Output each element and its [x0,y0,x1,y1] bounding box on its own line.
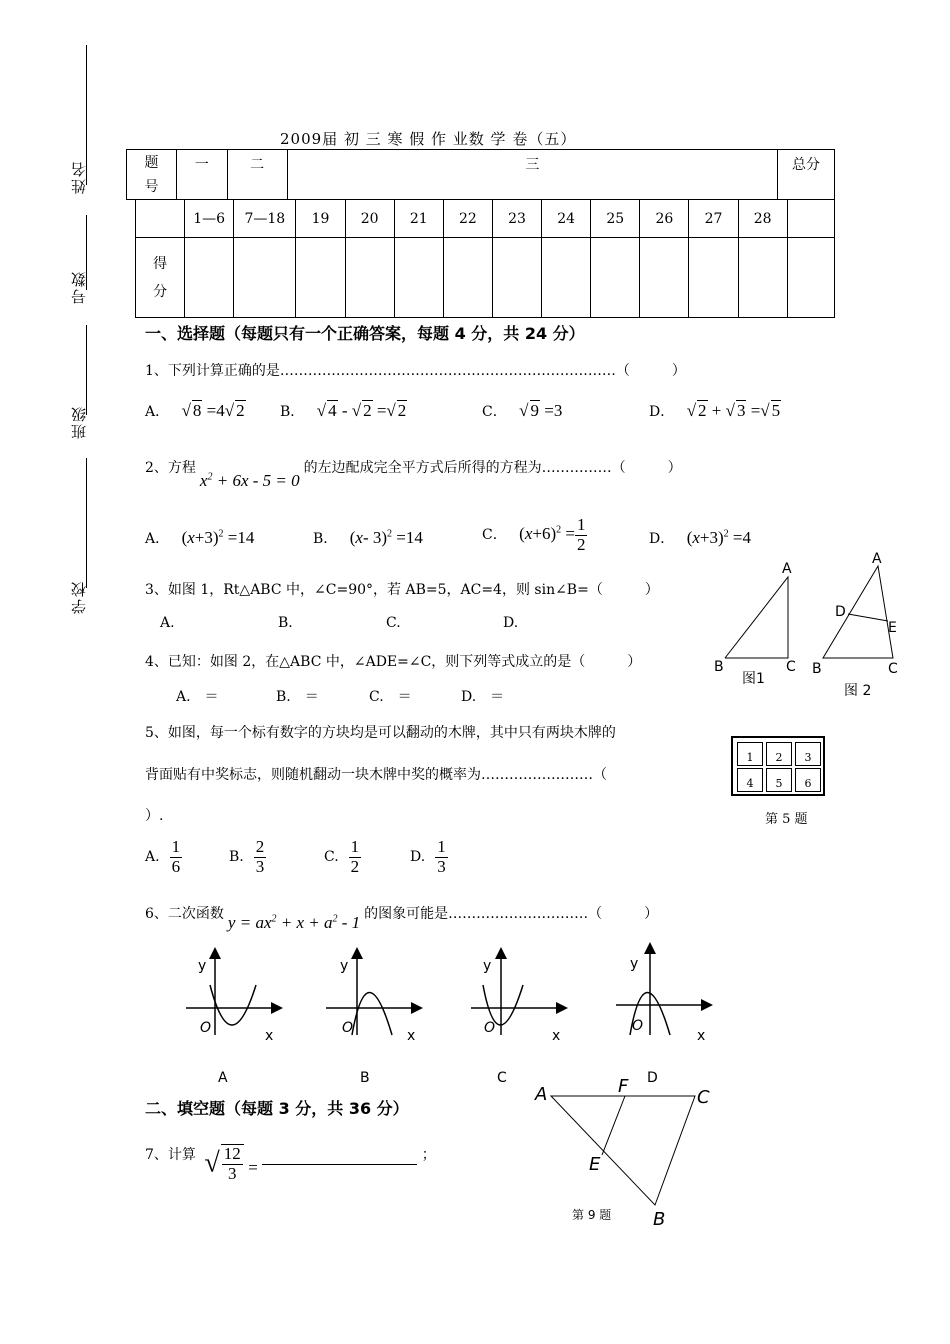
score-row-defen [136,238,835,318]
q5-caption: 第 5 题 [765,812,808,827]
cell-tihao: 题 号 [127,150,177,200]
fig1-vertex-a: A [782,561,792,577]
q4-option-d: D. ＝ [461,689,505,705]
score-input[interactable] [296,238,345,318]
cell-num: 20 [345,200,394,238]
graph-d [616,945,710,1086]
graph-d-label: D [647,1070,658,1086]
q4-option-b: B. ＝ [276,689,319,705]
cell-num: 21 [394,200,443,238]
q1-option-d: D． √ 2 + √ 3 =√ 5 [649,401,781,420]
cell-empty [136,200,185,238]
graph-c [471,950,565,1086]
q3-stem: 3、如图 1，Rt△ABC 中，∠C=90°，若 AB=5，AC=4，则 sin∠B=（ ） [145,582,659,598]
score-input[interactable] [492,238,541,318]
q5-option-b: B. $\frac{2}{3}$ [229,837,265,876]
figure-1 [710,555,810,690]
score-input[interactable] [185,238,234,318]
cell-num: 25 [591,200,640,238]
q5-line3: ）. [145,808,164,824]
q3-option-c: C. [386,615,401,631]
score-input[interactable] [640,238,689,318]
fig2-vertex-a: A [872,551,882,567]
q4-option-c: C. ＝ [369,689,412,705]
score-input[interactable] [394,238,443,318]
cell-num: 28 [738,200,787,238]
q5-tile-figure [731,736,825,796]
score-row-numbers [136,200,835,238]
score-input[interactable] [234,238,296,318]
q2-option-c: C． $(x+6)^2$ = $\frac{1}{2}$ [482,515,586,554]
fig2-vertex-c: C [888,661,898,677]
origin-label: O [632,1018,644,1034]
axis-x-label: x [552,1028,561,1044]
cell-san: 三 [287,150,777,200]
cell-num: 27 [689,200,738,238]
tile: 1 [737,742,763,766]
q7-answer-blank[interactable] [262,1144,417,1165]
score-input[interactable] [738,238,787,318]
q5-line2: 背面贴有中奖标志，则随机翻动一块木牌中奖的概率为……………………（ [145,767,607,783]
tile: 6 [795,768,821,792]
graph-c-label: C [497,1070,507,1086]
label-number: 号数 [70,270,88,304]
q2-stem: 2、方程$x^2 + 6x - 5 = 0$的左边配成完全平方式后所得的方程为……………（ ） [145,460,682,490]
label-name: 姓名 [70,160,88,194]
axis-y-label: y [483,958,492,974]
graph-b [326,950,420,1086]
tile: 4 [737,768,763,792]
tile: 5 [766,768,792,792]
q3-option-a: A. [160,615,175,631]
q5-line1: 5、如图，每一个标有数字的方块均是可以翻动的木牌，其中只有两块木牌的 [145,725,616,741]
q1-option-c: C． √ 9 =3 [482,401,563,420]
fig9-vertex-c: C [697,1087,710,1108]
score-table [135,199,835,318]
cell-num: 1—6 [185,200,234,238]
axis-x-label: x [265,1028,274,1044]
score-input[interactable] [689,238,738,318]
cell-num: 7—18 [234,200,296,238]
section-choice-heading: 一、选择题（每题只有一个正确答案，每题 4 分，共 24 分） [145,324,585,343]
figure-9 [525,1075,725,1235]
fig1-vertex-c: C [786,659,796,675]
q4-stem: 4、已知：如图 2，在△ABC 中，∠ADE=∠C，则下列等式成立的是（ ） [145,654,642,670]
fig1-vertex-b: B [714,659,724,675]
q1-stem: 1、下列计算正确的是………………………………………………………………（ ） [145,363,686,379]
q2-option-b: B． (x- 3)$^2$ =14 [313,528,423,547]
cell-empty [787,200,834,238]
score-input[interactable] [591,238,640,318]
q1-option-a: A． √ 8 =4√ 2 [145,401,245,420]
q3-option-b: B. [278,615,293,631]
fig9-vertex-b: B [653,1209,666,1230]
axis-y-label: y [340,958,349,974]
score-input[interactable] [542,238,591,318]
fig9-vertex-f: F [618,1076,629,1097]
q4-option-a: A. ＝ [176,689,219,705]
cell-defen: 得 分 [136,238,185,318]
fig9-caption: 第 9 题 [572,1208,612,1222]
cell-num: 26 [640,200,689,238]
fig2-vertex-e: E [888,620,897,636]
fig2-vertex-b: B [812,661,822,677]
origin-label: O [342,1020,354,1036]
q1-option-b: B． √ 4 - √ 2 =√ 2 [280,401,407,420]
label-class: 班级 [70,405,88,439]
cell-num: 22 [443,200,492,238]
q5-option-c: C. $\frac{1}{2}$ [324,837,360,876]
q6-stem: 6、二次函数 $y = ax^2 + x + a^2 - 1$ 的图象可能是…………………………（ ） [145,906,659,932]
origin-label: O [200,1020,212,1036]
axis-y-label: y [198,958,207,974]
axis-y-label: y [630,956,639,972]
fig2-caption: 图 2 [844,683,872,699]
q6-graphs [170,940,730,1090]
margin-line-4 [86,458,87,588]
tile: 2 [766,742,792,766]
score-input[interactable] [787,238,834,318]
fig9-vertex-e: E [589,1154,601,1175]
cell-er: 二 [227,150,287,200]
label-school: 学校 [70,580,88,614]
origin-label: O [484,1020,496,1036]
cell-num: 19 [296,200,345,238]
graph-b-label: B [360,1070,370,1086]
score-input[interactable] [345,238,394,318]
fig1-caption: 图1 [742,671,765,687]
cell-num: 23 [492,200,541,238]
axis-x-label: x [697,1028,706,1044]
q5-option-d: D. $\frac{1}{3}$ [410,837,446,876]
section-fill-heading: 二、填空题（每题 3 分，共 36 分） [145,1099,409,1118]
cell-num: 24 [542,200,591,238]
q3-option-d: D. [503,615,519,631]
q2-option-d: D． $(x+3)^2 =4$ [649,528,751,547]
score-input[interactable] [443,238,492,318]
cell-total: 总分 [778,150,835,200]
q2-option-a: A． $(x+3)^2 =14$ [145,528,255,547]
figure-2 [808,548,918,703]
margin-line-3 [86,325,87,415]
fig9-vertex-a: A [535,1084,548,1105]
tile: 3 [795,742,821,766]
score-table-header [126,149,835,200]
axis-x-label: x [407,1028,416,1044]
q5-option-a: A. $\frac{1}{6}$ [145,837,181,876]
fig2-vertex-d: D [835,604,846,620]
cell-yi: 一 [176,150,227,200]
page-title: 2009届 初 三 寒 假 作 业数 学 卷（五） [280,130,577,148]
graph-a-label: A [218,1070,228,1086]
graph-a [186,950,280,1086]
q7: 7、计算 √ $\frac{12}{3}$ = ； [145,1144,436,1183]
